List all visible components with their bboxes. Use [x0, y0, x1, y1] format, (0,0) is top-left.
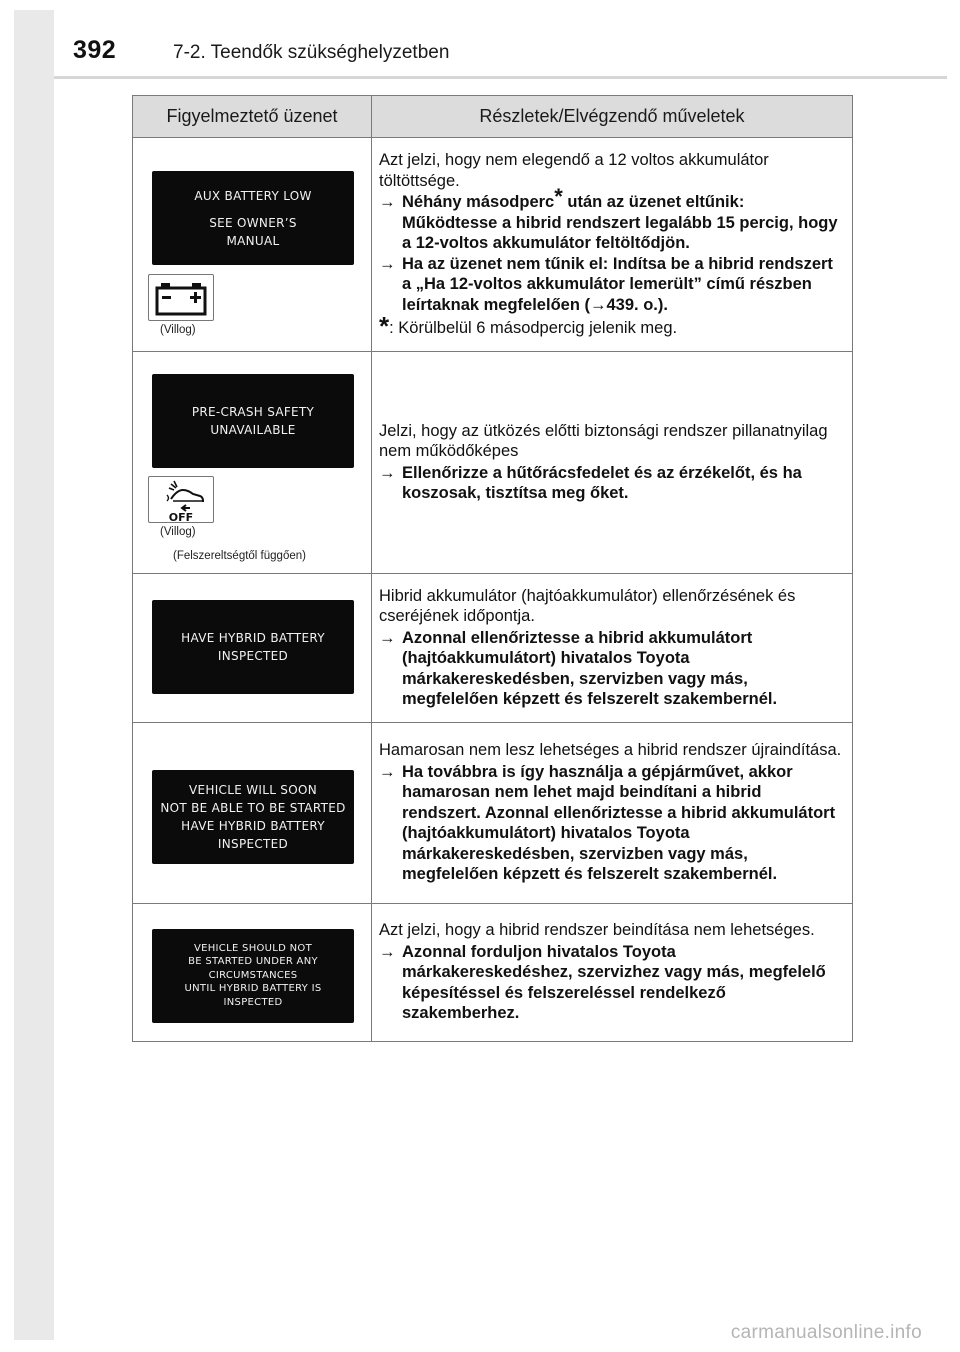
- warning-messages-table: [132, 95, 853, 1042]
- arrow-icon: →: [379, 628, 396, 647]
- screen-line: CIRCUMSTANCES: [208, 969, 298, 981]
- table-header-row: [133, 96, 853, 138]
- display-screen-aux-battery-low: [152, 171, 354, 265]
- arrow-icon: →: [379, 762, 396, 781]
- description: Hibrid akkumulátor (hajtóakkumulátor) ellenőrzésének és cseréjének időpontja.: [379, 586, 796, 625]
- blink-label: (Villog): [160, 525, 196, 538]
- screen-line: UNAVAILABLE: [210, 422, 296, 437]
- blink-label: (Villog): [160, 324, 196, 336]
- details-cell: [372, 351, 853, 573]
- page-number: 392: [73, 36, 117, 64]
- message-cell: [133, 351, 372, 573]
- message-cell: [133, 722, 372, 903]
- screen-line: INSPECTED: [223, 996, 283, 1008]
- screen-line: PRE-CRASH SAFETY: [191, 404, 315, 419]
- table-row: [133, 138, 853, 352]
- action-item: → Néhány másodperc* után az üzenet eltűnik: Működtesse a hibrid rendszert legalább 15 percig, hogy a 12-voltos akkumulátor feltöltődjön.: [379, 184, 838, 252]
- message-cell: [133, 573, 372, 722]
- footnote: *: Körülbelül 6 másodpercig jelenik meg.: [379, 311, 678, 341]
- description: Azt jelzi, hogy nem elegendő a 12 voltos akkumulátor töltöttsége.: [379, 151, 769, 190]
- action-item: → Azonnal forduljon hivatalos Toyota márkakereskedéshez, szervizhez vagy más, megfelelő képesítéssel és felszereléssel rendelkező szakemberhez.: [379, 942, 826, 1023]
- message-cell: [133, 903, 372, 1041]
- action-item: → Azonnal ellenőriztesse a hibrid akkumulátort (hajtóakkumulátort) hivatalos Toyota márkakereskedésben, szervizben vagy más, megfelelően képzett és felszerelt szakembernél.: [379, 628, 778, 708]
- screen-line: MANUAL: [226, 233, 280, 248]
- battery-icon: [148, 274, 214, 321]
- arrow-icon: →: [379, 463, 396, 482]
- details-cell: [372, 573, 853, 722]
- details-cell: [372, 138, 853, 352]
- message-cell: [133, 138, 372, 352]
- screen-line: HAVE HYBRID BATTERY: [181, 818, 325, 833]
- watermark: carmanualsonline.info: [730, 1322, 922, 1343]
- details-cell: [372, 722, 853, 903]
- screen-line: AUX BATTERY LOW: [194, 188, 312, 203]
- description: Hamarosan nem lesz lehetséges a hibrid rendszer újraindítása.: [379, 741, 842, 760]
- screen-line: INSPECTED: [217, 836, 289, 851]
- screen-line: NOT BE ABLE TO BE STARTED: [160, 800, 346, 815]
- screen-line: VEHICLE WILL SOON: [189, 782, 317, 797]
- screen-line: UNTIL HYBRID BATTERY IS: [184, 983, 322, 995]
- arrow-icon: →: [379, 193, 396, 211]
- table-row: [133, 722, 853, 903]
- display-screen-vehicle-will-soon: [152, 770, 354, 864]
- display-screen-pre-crash-safety: [152, 374, 354, 468]
- screen-line: SEE OWNER’S: [209, 215, 297, 230]
- icon-off-text: OFF: [168, 510, 194, 522]
- screen-line: INSPECTED: [217, 648, 289, 663]
- action-item: → Ha az üzenet nem tűnik el: Indítsa be a hibrid rendszert a „Ha 12-voltos akkumulátor lemerült” című részben leírtaknak megfelelően (→439. o.).: [379, 254, 833, 314]
- arrow-icon: →: [379, 254, 396, 273]
- display-screen-vehicle-should-not-be-started: [152, 929, 354, 1023]
- header-rule: [54, 76, 947, 79]
- arrow-icon: →: [379, 942, 396, 961]
- screen-line: VEHICLE SHOULD NOT: [193, 942, 313, 954]
- table-row: [133, 903, 853, 1041]
- page-reference: 439. o.).: [606, 295, 668, 314]
- screen-line: HAVE HYBRID BATTERY: [181, 630, 325, 645]
- action-item: → Ellenőrizze a hűtőrácsfedelet és az érzékelőt, és ha koszosak, tisztítsa meg őket.: [379, 463, 802, 502]
- side-strip: [14, 10, 54, 1340]
- table-row: [133, 573, 853, 722]
- asterisk-icon: *: [554, 184, 563, 209]
- header-details-actions: Részletek/Elvégzendő műveletek: [372, 96, 853, 138]
- display-screen-have-hybrid-battery-inspected: [152, 600, 354, 694]
- action-item: → Ha továbbra is így használja a gépjárművet, akkor hamarosan nem lehet majd beindítani a hibrid rendszert. Azonnal ellenőriztesse a hibrid akkumulátort (hajtóakkumulátort) hivatalos Toyota márkakereskedésben, szervizben vagy más, megfelelően képzett és felszerelt szakembernél.: [379, 762, 836, 884]
- asterisk-icon: *: [379, 311, 390, 341]
- header-warning-message: Figyelmeztető üzenet: [133, 96, 372, 138]
- table-row: [133, 351, 853, 573]
- screen-line: BE STARTED UNDER ANY: [188, 956, 318, 968]
- ref-arrow: →: [590, 295, 607, 314]
- section-title: 7-2. Teendők szükséghelyzetben: [173, 42, 450, 63]
- description: Jelzi, hogy az ütközés előtti biztonsági rendszer pillanatnyilag nem működőképes: [379, 421, 828, 460]
- pre-crash-off-icon: [148, 476, 214, 523]
- equipment-note: (Felszereltségtől függően): [173, 549, 306, 562]
- description: Azt jelzi, hogy a hibrid rendszer beindítása nem lehetséges.: [379, 921, 815, 940]
- details-cell: [372, 903, 853, 1041]
